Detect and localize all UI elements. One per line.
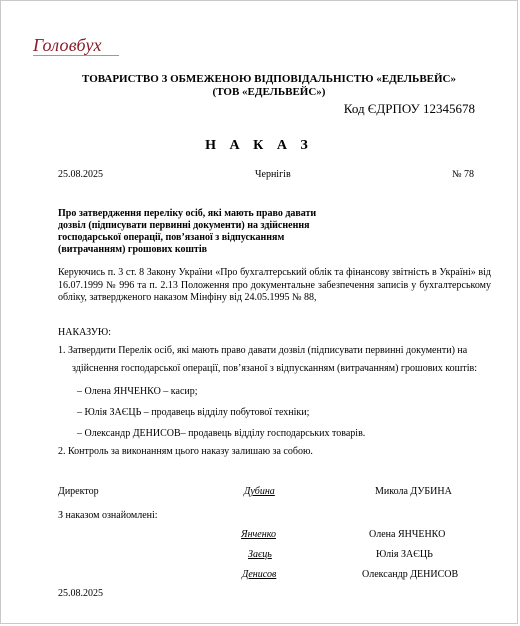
order-date: 25.08.2025: [58, 169, 103, 180]
document-title: Н А К А З: [205, 138, 313, 153]
edrpou-code: Код ЄДРПОУ 12345678: [343, 101, 475, 116]
logo: Головбух: [33, 35, 102, 55]
acquainted-name: Олена ЯНЧЕНКО: [369, 529, 446, 540]
acquainted-signature: Денисов: [242, 569, 277, 580]
orders-label: НАКАЗУЮ:: [58, 327, 111, 338]
order-subject: Про затвердження переліку осіб, які мають право давати дозвіл (підписувати первинні документи) на здійснення господарської операції, пов’язаної з відпусканням (витрачанням) грошових коштів: [58, 208, 317, 255]
director-role: Директор: [58, 486, 99, 497]
order-item-2: 2. Контроль за виконанням цього наказу залишаю за собою.: [58, 446, 313, 457]
organization-name: ТОВАРИСТВО З ОБМЕЖЕНОЮ ВІДПОВІДАЛЬНІСТЮ «ЕДЕЛЬВЕЙС»: [82, 73, 456, 85]
order-number: № 78: [452, 169, 475, 180]
acquainted-name: Юлія ЗАЄЦЬ: [376, 549, 433, 560]
organization-short-name: (ТОВ «ЕДЕЛЬВЕЙС»): [212, 86, 326, 98]
person-item: – Олена ЯНЧЕНКО – касир;: [77, 386, 198, 397]
order-item-1-first-line: 1. Затвердити Перелік осіб, які мають право давати дозвіл (підписувати первинні документи) на: [58, 345, 468, 356]
person-item: – Юлія ЗАЄЦЬ – продавець відділу побутової техніки;: [77, 407, 310, 418]
acquainted-name: Олександр ДЕНИСОВ: [362, 569, 459, 580]
acquainted-signature: Заєць: [248, 549, 272, 560]
order-item-1: [58, 342, 491, 378]
footer-date: 25.08.2025: [58, 588, 103, 599]
order-city: Чернігів: [255, 169, 291, 180]
director-name: Микола ДУБИНА: [375, 486, 452, 497]
acquainted-signature: Янченко: [241, 529, 276, 540]
preamble: Керуючись п. 3 ст. 8 Закону України «Про бухгалтерський облік та фінансову звітність в Україні» від 16.07.1999 № 996 та п. 2.13 Положення про документальне забезпечення записів у бухгалтерському обліку, затвердженого наказом Мінфіну від 24.05.1995 № 88,: [58, 267, 491, 303]
person-item: – Олександр ДЕНИСОВ– продавець відділу господарських товарів.: [77, 428, 366, 439]
director-signature: Дубина: [244, 486, 275, 497]
acquainted-label: З наказом ознайомлені:: [58, 510, 158, 521]
order-item-1-continuation: здійснення господарської операції, пов’язаної з відпусканням (витрачанням) грошових коштів:: [72, 363, 477, 374]
logo-underline: [33, 55, 119, 56]
